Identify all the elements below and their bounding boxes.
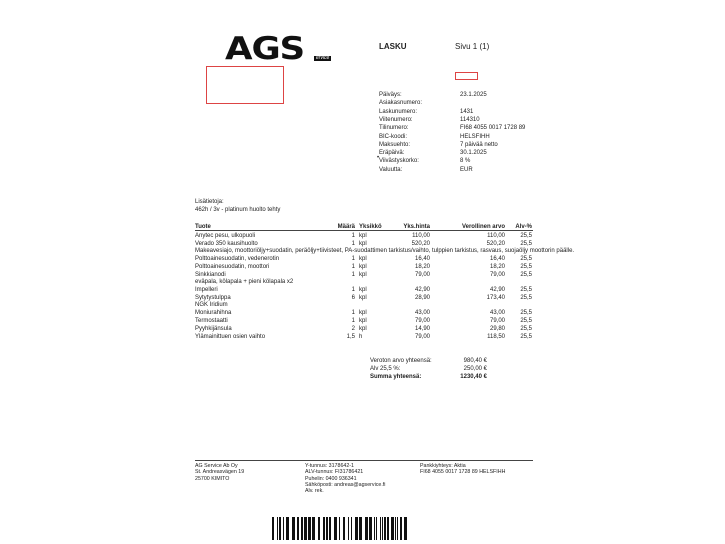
row-price: 14,90 [414,326,430,332]
info-value: 7 päivää netto [460,141,498,148]
row-vat: 25,5 [520,334,532,340]
row-name: Impelleri [195,287,218,293]
row-name: Pyyhkijänsula [195,326,232,332]
row-total: 520,20 [486,241,505,247]
total-label: Alv 25,5 %: [370,366,401,372]
row-qty: 1 [351,256,355,262]
row-name: Ylämainittuen osien vaihto [195,334,266,340]
column-header-yks-hinta: Yks.hinta [403,224,430,230]
column-header-maara: Määrä [337,224,355,230]
row-note: eväpala, kölapala + pieni kölapala x2 [195,279,294,285]
row-note: Makeavesiajo, moottoriöljy+suodatin, peräöljy+tiivisteet, PA-suodattimen tarkistus/vaihto, tulppien tarkistus, rasvaus, suojaöljy moottorin päälle. [195,248,575,254]
total-label: Summa yhteensä: [370,374,422,380]
info-label: Tilinumero: [379,125,409,132]
row-unit: kpl [359,287,367,293]
info-label: Viitenumero: [379,116,413,123]
info-value: 114310 [460,116,480,123]
row-unit: kpl [359,310,367,316]
total-value: 1230,40 € [460,374,487,380]
row-price: 520,20 [411,241,430,247]
footer-col3-line: FI68 4055 0017 1728 89 HELSFIHH [420,469,506,476]
column-header-alv: Alv-% [515,224,532,230]
total-value: 980,40 € [463,358,487,364]
row-name: Polttoainesuodatin, vedenerotin [195,256,280,262]
column-header-tuote: Tuote [195,224,211,230]
info-label: Eräpäivä: [379,150,405,157]
info-label: Laskunumero: [379,108,418,115]
barcode-bar [407,517,408,540]
page-number: Sivu 1 (1) [455,42,490,51]
row-price: 42,90 [414,287,430,293]
redacted-customer-number [455,72,478,80]
row-unit: kpl [359,295,367,301]
extra-info-text: 462h / 3v - platinum huolto tehty [195,207,281,213]
row-qty: 6 [351,295,355,301]
row-price: 79,00 [414,272,430,278]
footer-col2-line: Puhelin: 0400 936341 [305,475,357,482]
row-qty: 1 [351,241,355,247]
footer-col2-line: ALV-tunnus: FI31786421 [305,469,364,476]
redacted-address-box [206,66,284,104]
footer-col3-line: Pankkiyhteys: Aktia [420,463,466,469]
row-vat: 25,5 [520,241,532,247]
row-name: Termostaatti [195,318,228,324]
row-qty: 1,5 [346,334,355,340]
row-qty: 1 [351,233,355,239]
row-note: NGK Iridium [195,302,228,308]
row-qty: 2 [351,326,355,332]
row-total: 29,80 [489,326,505,332]
row-vat: 25,5 [520,264,532,270]
info-value: 8 % [460,158,471,165]
total-value: 250,00 € [463,366,487,372]
row-unit: kpl [359,264,367,270]
info-label: Asiakasnumero: [379,100,423,107]
row-qty: 1 [351,318,355,324]
company-logo-sub: ervice [316,55,330,61]
row-total: 118,50 [487,334,505,340]
row-unit: kpl [359,326,367,332]
info-value: 30.1.2025 [460,150,487,157]
row-price: 18,20 [414,264,430,270]
info-label: Päiväys: [379,92,402,98]
row-unit: kpl [359,256,367,262]
row-name: Anytec pesu, ulkopuoli [195,233,256,239]
barcode [272,517,456,540]
footer-col2-line: Sähköposti: andreas@agservice.fi [305,481,386,488]
bullet-dot: • [377,155,380,161]
info-label: Valuutta: [379,166,403,173]
row-total: 43,00 [489,310,505,316]
document-title: LASKU [379,42,407,51]
row-qty: 1 [351,264,355,270]
row-name: Polttoainesuodatin, moottori [195,264,270,270]
footer-rule [195,460,533,461]
row-total: 16,40 [489,256,505,262]
column-header-verollinen-arvo: Verollinen arvo [461,224,505,230]
row-total: 18,20 [489,264,505,270]
row-vat: 25,5 [520,326,532,332]
row-price: 110,00 [412,233,430,239]
row-name: Verado 350 kausihuolto [195,241,258,247]
footer-col1-line: AG Service Ab Oy [195,463,238,469]
info-value: EUR [460,166,473,173]
row-total: 79,00 [489,272,505,278]
total-label: Veroton arvo yhteensä: [370,358,432,364]
row-unit: kpl [359,241,367,247]
row-price: 43,00 [414,310,430,316]
extra-info-label: Lisätietoja: [195,199,224,205]
row-total: 173,40 [486,295,505,301]
row-vat: 25,5 [520,287,532,293]
info-value: 23.1.2025 [460,92,487,98]
row-vat: 25,5 [520,310,532,316]
row-unit: h [359,334,363,340]
row-name: Sinkkianodi [195,272,226,278]
row-price: 28,90 [414,295,430,301]
info-value: HELSFIHH [460,133,490,140]
column-header-yksikko: Yksikkö [359,224,382,230]
footer-col2-line: Y-tunnus: 3178642-1 [305,463,354,469]
info-label: Maksuehto: [379,141,411,148]
row-vat: 25,5 [520,318,532,324]
row-name: Moniurahihna [195,310,232,316]
row-name: Sytytystulppa [195,295,231,301]
row-qty: 1 [351,310,355,316]
row-vat: 25,5 [520,233,532,239]
info-value: FI68 4055 0017 1728 89 [460,125,526,132]
row-unit: kpl [359,272,367,278]
footer-col1-line: 25700 KIMITO [195,475,230,482]
table-header-rule [195,230,533,231]
row-unit: kpl [359,318,367,324]
row-vat: 25,5 [520,272,532,278]
row-total: 42,90 [489,287,505,293]
row-vat: 25,5 [520,256,532,262]
footer-col1-line: St. Andreasvägen 19 [195,469,245,476]
row-price: 79,00 [414,318,430,324]
info-label: BIC-koodi: [379,133,408,140]
row-total: 79,00 [489,318,505,324]
info-label: Viivästyskorko: [379,158,419,165]
row-total: 110,00 [487,233,505,239]
row-unit: kpl [359,233,367,239]
row-qty: 1 [351,287,355,293]
row-price: 16,40 [414,256,430,262]
info-value: 1431 [460,108,474,115]
footer-col2-line: Alv. rek. [305,488,324,495]
row-vat: 25,5 [520,295,532,301]
row-price: 79,00 [414,334,430,340]
row-qty: 1 [351,272,355,278]
company-logo: AGS [225,31,305,67]
